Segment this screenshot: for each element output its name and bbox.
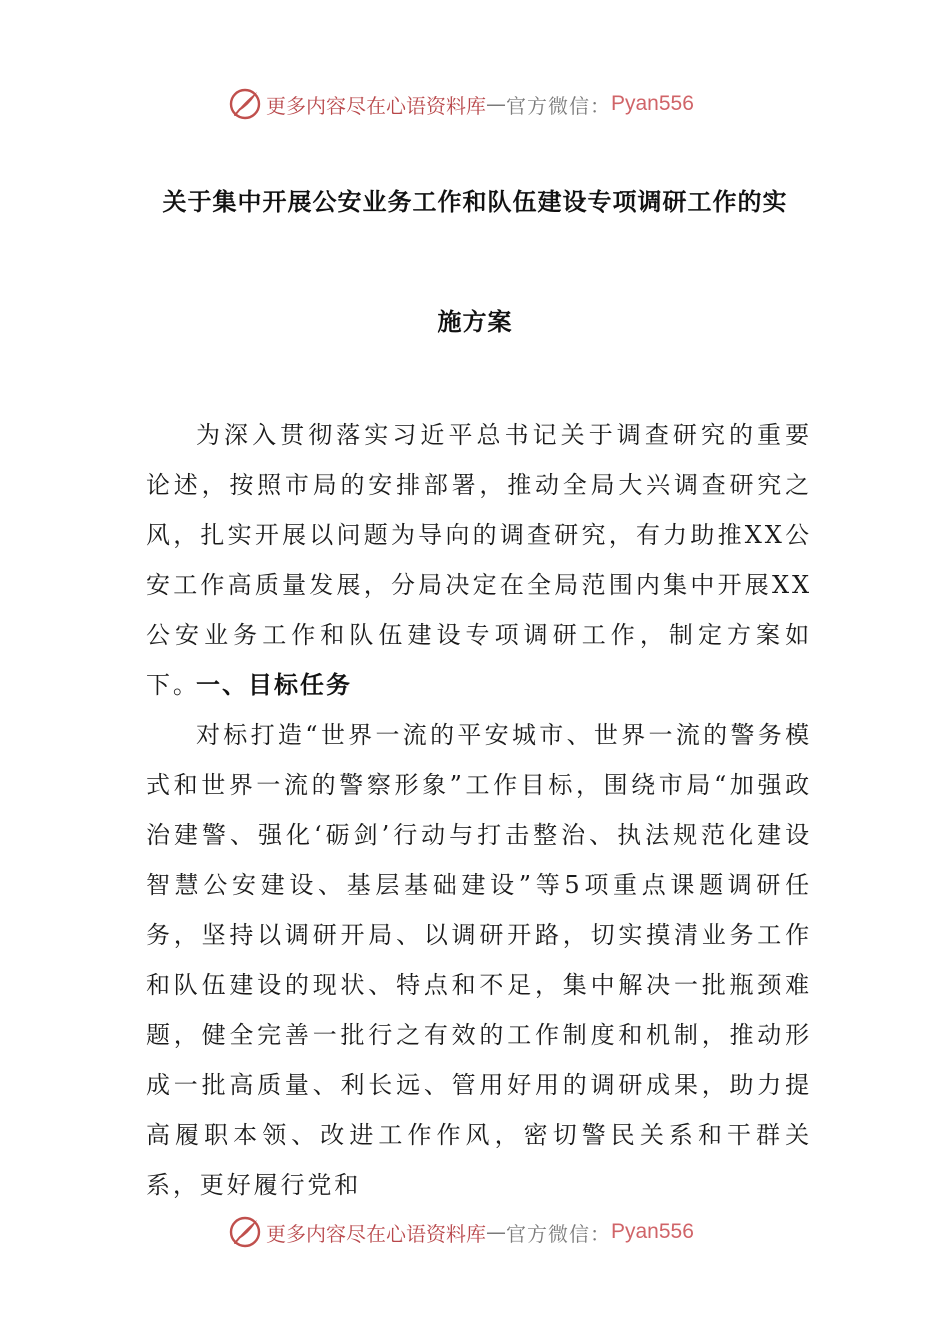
goals-paragraph: 对标打造“世界一流的平安城市、世界一流的警务模式和世界一流的警察形象”工作目标，围绕市局“加强政治建警、强化‘砺剑’行动与打击整治、执法规范化建设智慧公安建设、基层基础建设”等5项重点课题调研任务，坚持以调研开局、以调研开路，切实摸清业务工作和队伍建设的现状、特点和不足，集中解决一批瓶颈难题，健全完善一批行之有效的工作制度和机制，推动形成一批高质量、利长远、管用好用的调研成果，助力提高履职本领、改进工作作风，密切警民关系和干群关系，更好履行党和: [146, 721, 812, 1199]
header-watermark: [228, 84, 694, 124]
document-title-line1: 关于集中开展公安业务工作和队伍建设专项调研工作的实: [162, 188, 788, 216]
watermark-separator: —: [486, 1220, 506, 1244]
watermark-brand: 更多内容尽在心语资料库: [266, 1221, 486, 1246]
section-heading-goals: 一、目标任务: [196, 671, 352, 699]
footer-watermark: [228, 1212, 694, 1252]
watermark-wechat-id: Pyan556: [611, 92, 694, 115]
quill-pen-logo-icon: [228, 87, 262, 121]
watermark-wechat-id: Pyan556: [611, 1220, 694, 1243]
watermark-separator: —: [486, 92, 506, 116]
watermark-brand: 更多内容尽在心语资料库: [266, 93, 486, 118]
watermark-label: 官方微信：: [506, 1221, 611, 1246]
watermark-label: 官方微信：: [506, 93, 611, 118]
quill-pen-logo-icon: [228, 1215, 262, 1249]
intro-paragraph: 为深入贯彻落实习近平总书记关于调查研究的重要论述，按照市局的安排部署，推动全局大兴调查研究之风，扎实开展以问题为导向的调查研究，有力助推XX公安工作高质量发展，分局决定在全局范围内集中开展XX公安业务工作和队伍建设专项调研工作，制定方案如下。: [146, 421, 812, 699]
document-title-line2: 施方案: [437, 308, 513, 336]
